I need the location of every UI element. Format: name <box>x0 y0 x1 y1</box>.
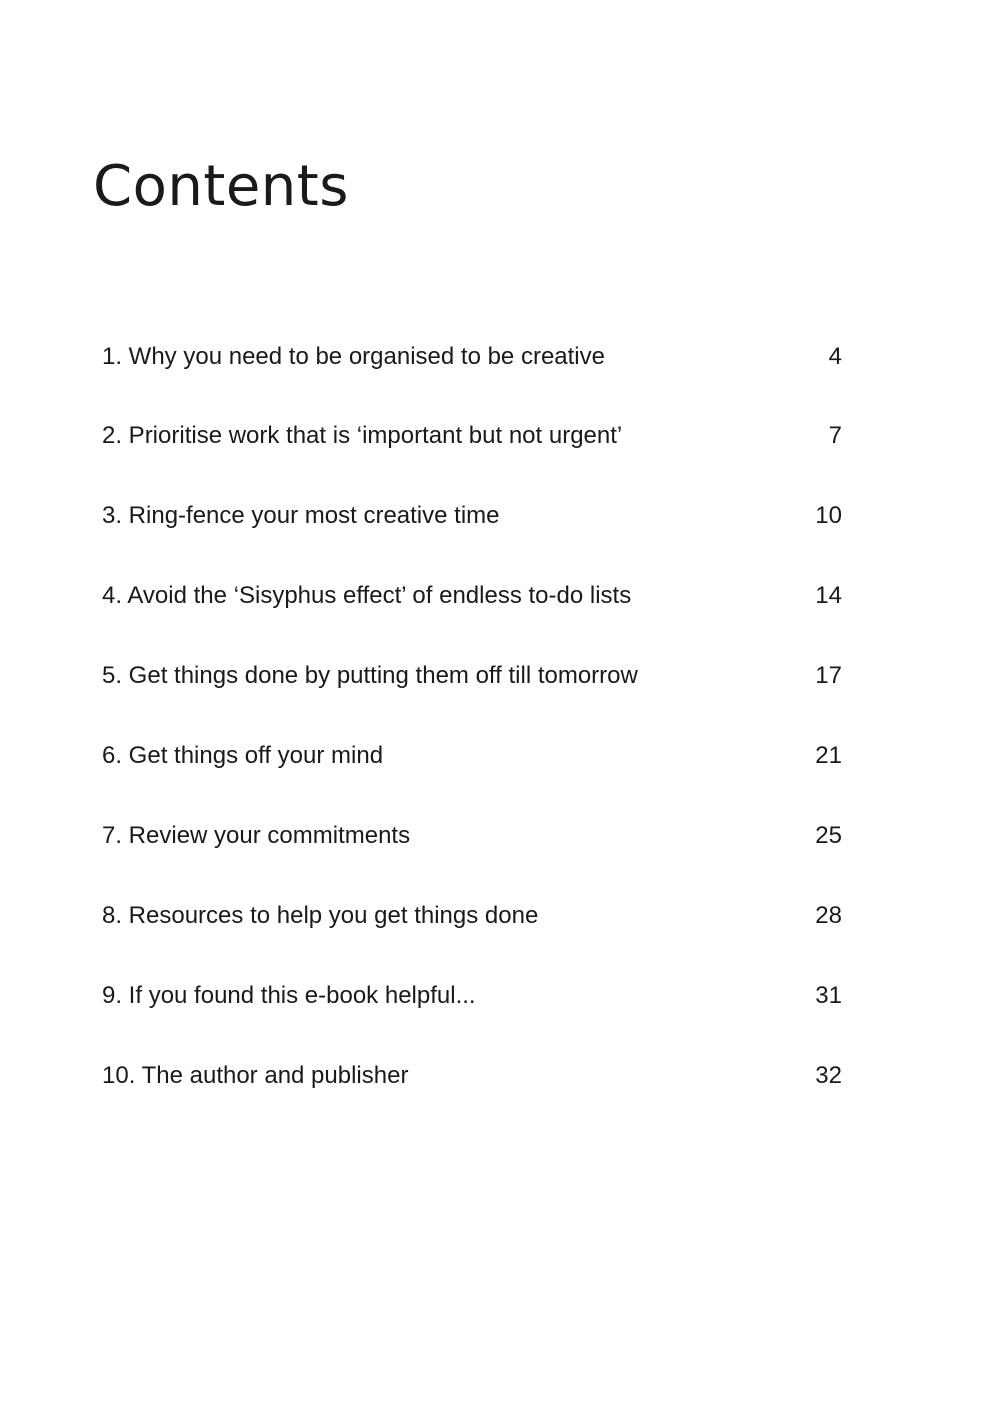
toc-entry-title: 9. If you found this e-book helpful... <box>102 982 476 1009</box>
toc-entry-title: 8. Resources to help you get things done <box>102 902 539 929</box>
toc-entry[interactable] <box>102 696 842 776</box>
toc-entry[interactable] <box>102 336 842 376</box>
toc-entry-page-number: 31 <box>815 982 842 1009</box>
toc-entry-page-number: 17 <box>815 662 842 689</box>
toc-entry-page-number: 32 <box>815 1062 842 1089</box>
toc-entry[interactable] <box>102 536 842 616</box>
toc-entry-title: 7. Review your commitments <box>102 822 411 849</box>
toc-entry[interactable] <box>102 936 842 1016</box>
toc-entry-title: 6. Get things off your mind <box>102 742 384 769</box>
toc-entry-page-number: 28 <box>815 902 842 929</box>
page-title: Contents <box>93 154 349 219</box>
toc-entry-page-number: 21 <box>815 742 842 769</box>
toc-entry[interactable] <box>102 776 842 856</box>
toc-entry[interactable] <box>102 376 842 456</box>
toc-entry-title: 5. Get things done by putting them off till tomorrow <box>102 662 638 689</box>
toc-entry-title: 3. Ring-fence your most creative time <box>102 502 500 529</box>
toc-entry-title: 4. Avoid the ‘Sisyphus effect’ of endless to-do lists <box>102 582 632 609</box>
table-of-contents <box>102 336 842 1096</box>
toc-entry-page-number: 25 <box>815 822 842 849</box>
toc-entry[interactable] <box>102 456 842 536</box>
toc-entry[interactable] <box>102 1016 842 1096</box>
toc-entry-page-number: 7 <box>828 422 842 449</box>
toc-entry-page-number: 14 <box>815 582 842 609</box>
toc-entry[interactable] <box>102 616 842 696</box>
toc-entry[interactable] <box>102 856 842 936</box>
toc-entry-title: 2. Prioritise work that is ‘important but not urgent’ <box>102 422 623 449</box>
toc-entry-page-number: 10 <box>815 502 842 529</box>
toc-entry-title: 10. The author and publisher <box>102 1062 409 1089</box>
toc-entry-page-number: 4 <box>828 342 842 370</box>
toc-entry-title: 1. Why you need to be organised to be creative <box>102 342 605 370</box>
